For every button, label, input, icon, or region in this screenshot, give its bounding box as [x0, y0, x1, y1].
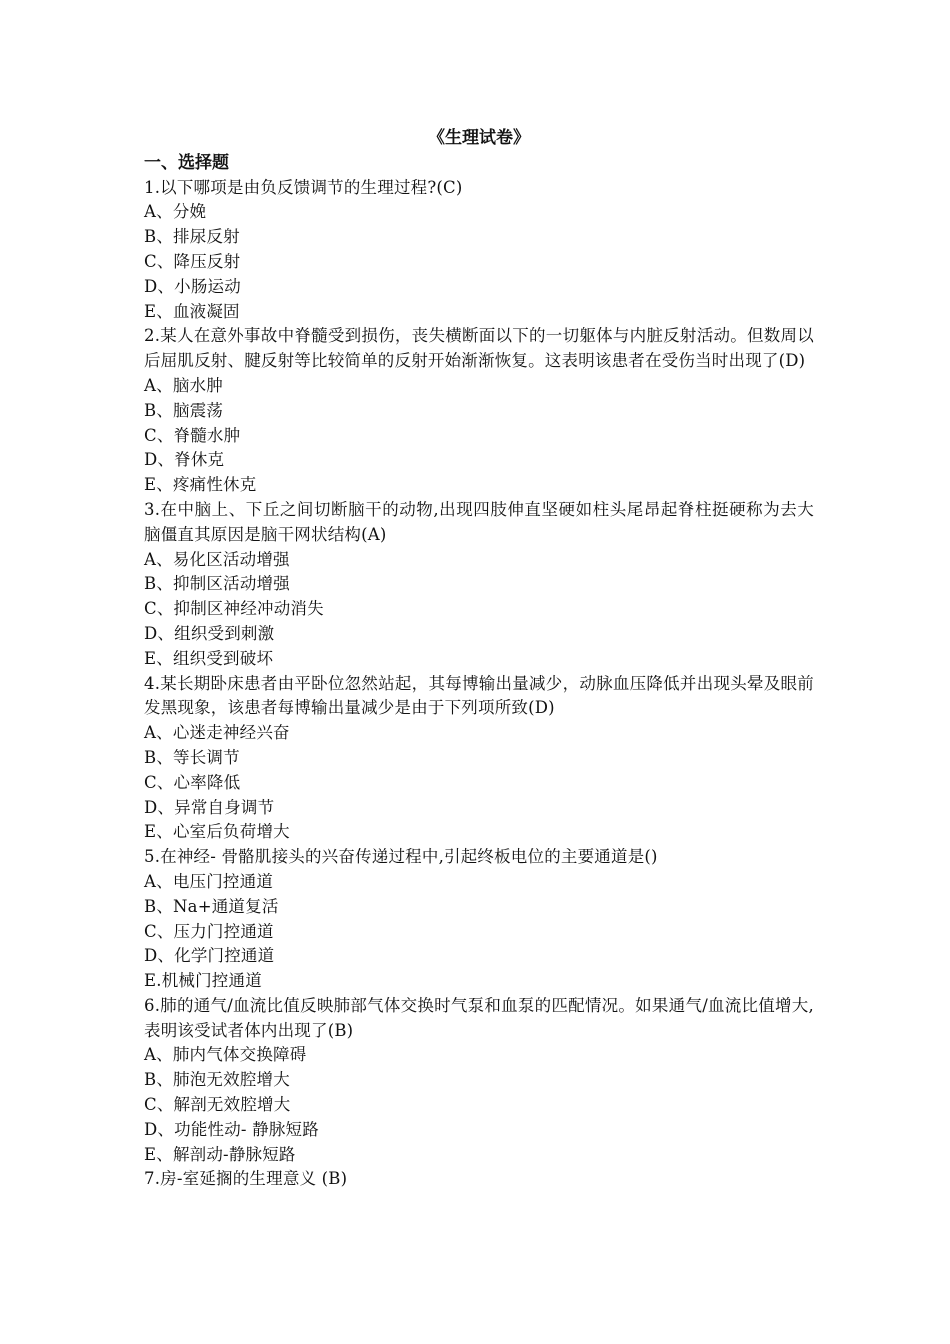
question-6	[144, 994, 814, 1168]
answer-option: D、小肠运动	[144, 276, 241, 296]
answer-option: A、易化区活动增强	[144, 549, 290, 569]
answer-option: A、电压门控通道	[144, 871, 274, 891]
question-7	[144, 1167, 814, 1192]
section-heading: 一、选择题	[144, 152, 229, 173]
answer-option: A、脑水肿	[144, 375, 223, 395]
question-stem: 4.某长期卧床患者由平卧位忽然站起，其每博输出量减少，动脉血压降低并出现头晕及眼前发黑现象，该患者每博输出量减少是由于下列项所致(D)	[144, 673, 814, 718]
answer-option: D、异常自身调节	[144, 797, 275, 817]
answer-option: A、分娩	[144, 202, 207, 222]
answer-option: D、功能性动- 静脉短路	[144, 1119, 319, 1139]
answer-option: D、组织受到刺激	[144, 623, 275, 643]
question-stem: 7.房-室延搁的生理意义 (B)	[144, 1169, 348, 1189]
answer-option: C、解剖无效腔增大	[144, 1095, 291, 1115]
answer-option: B、肺泡无效腔增大	[144, 1070, 290, 1090]
document-page	[144, 126, 814, 1192]
answer-option: C、脊髓水肿	[144, 425, 241, 445]
answer-option: A、肺内气体交换障碍	[144, 1045, 307, 1065]
question-stem: 2.某人在意外事故中脊髓受到损伤，丧失横断面以下的一切躯体与内脏反射活动。但数周以后屈肌反射、腱反射等比较简单的反射开始渐渐恢复。这表明该患者在受伤当时出现了(D)	[144, 326, 814, 371]
answer-option: E.机械门控通道	[144, 971, 262, 991]
answer-option: E、血液凝固	[144, 301, 240, 321]
answer-option: B、脑震荡	[144, 400, 224, 420]
answer-option: C、抑制区神经冲动消失	[144, 599, 324, 619]
answer-option: B、排尿反射	[144, 227, 240, 247]
question-4	[144, 672, 814, 846]
answer-option: E、疼痛性休克	[144, 475, 257, 495]
answer-option: B、抑制区活动增强	[144, 574, 290, 594]
question-5	[144, 845, 814, 994]
answer-option: E、解剖动-静脉短路	[144, 1144, 296, 1164]
answer-option: D、脊休克	[144, 450, 225, 470]
answer-option: C、降压反射	[144, 251, 241, 271]
question-stem: 3.在中脑上、下丘之间切断脑干的动物,出现四肢伸直坚硬如柱头尾昂起脊柱挺硬称为去大脑僵直其原因是脑干网状结构(A)	[144, 499, 814, 544]
answer-option: C、心率降低	[144, 772, 241, 792]
question-stem: 6.肺的通气/血流比值反映肺部气体交换时气泵和血泵的匹配情况。如果通气/血流比值增大,表明该受试者体内出现了(B)	[144, 995, 814, 1040]
answer-option: E、组织受到破坏	[144, 648, 274, 668]
question-3	[144, 498, 814, 672]
answer-option: E、心室后负荷增大	[144, 822, 290, 842]
question-2	[144, 324, 814, 498]
answer-option: A、心迷走神经兴奋	[144, 723, 290, 743]
question-stem: 1.以下哪项是由负反馈调节的生理过程?(C)	[144, 177, 463, 197]
answer-option: B、等长调节	[144, 747, 240, 767]
question-stem: 5.在神经- 骨骼肌接头的兴奋传递过程中,引起终板电位的主要通道是()	[144, 847, 658, 867]
answer-option: D、化学门控通道	[144, 946, 275, 966]
document-title: 《生理试卷》	[428, 128, 530, 148]
answer-option: C、压力门控通道	[144, 921, 274, 941]
question-list	[144, 176, 814, 1193]
question-1	[144, 176, 814, 325]
answer-option: B、Na+通道复活	[144, 896, 279, 916]
